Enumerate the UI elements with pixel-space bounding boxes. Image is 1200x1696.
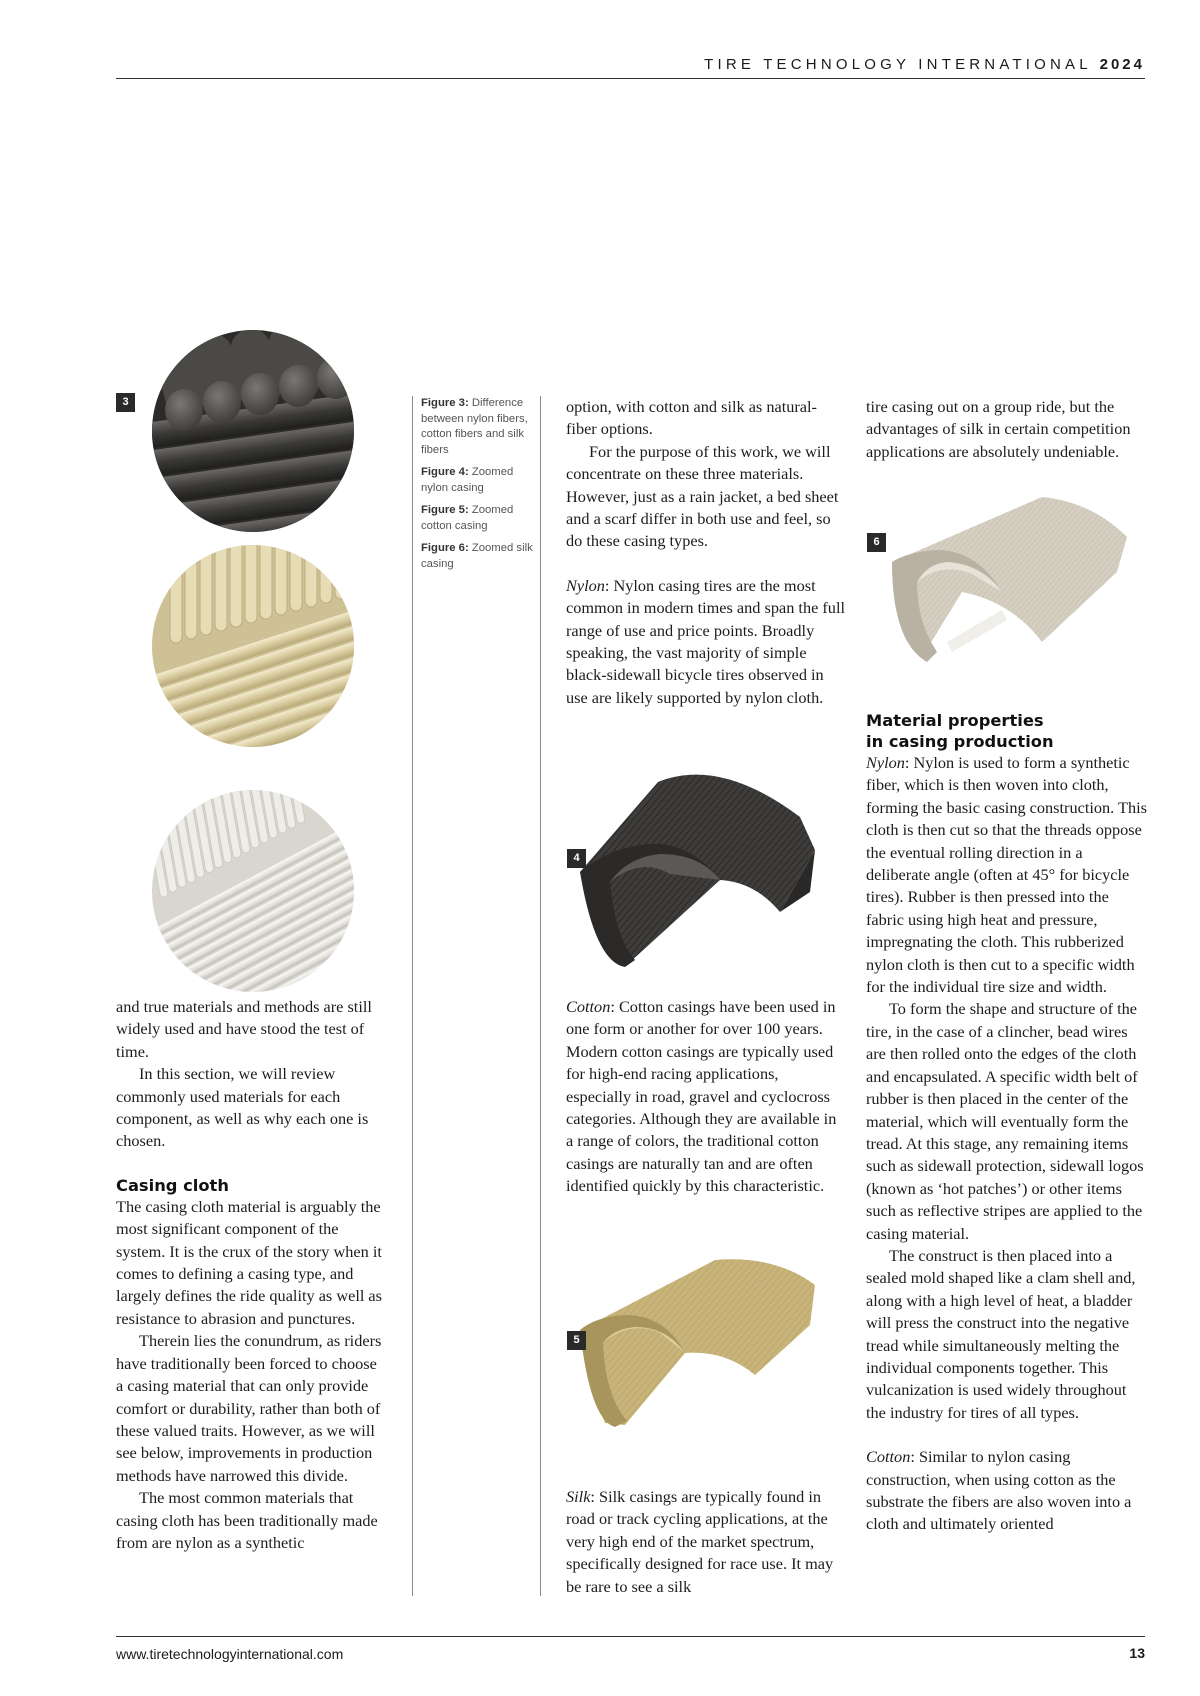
col1-paragraph-4: Therein lies the conundrum, as riders have traditionally been forced to choose a casing material that can only provide comfort or durability, rather than both of these valued traits. However, as we will see below, improvements in production methods have narrowed this divide. — [116, 1331, 382, 1485]
col2-nylon-paragraph: Nylon: Nylon casing tires are the most common in modern times and span the full range of use and price points. Broadly speaking, the vast majority of simple black-sidewall bicycle tires observed in use are likely supported by nylon cloth. — [566, 575, 845, 707]
heading-material-properties: Material properties in casing production — [866, 711, 1054, 751]
column-2-middle — [566, 996, 846, 1198]
column-1 — [116, 996, 388, 1554]
footer-rule — [116, 1636, 1145, 1637]
silk-casing-image — [882, 492, 1132, 667]
figure-4-number: 4 — [567, 849, 586, 868]
nylon-casing-image — [570, 762, 820, 970]
column-rule-1 — [412, 396, 413, 1596]
col2-cotton-paragraph: Cotton: Cotton casings have been used in one form or another for over 100 years. Modern cotton casings are typically used for high-end racing applications, especially in road, gravel and cyclocross categories. Although they are available in a range of colors, the traditional cotton casings are naturally tan and are often identified quickly by this characteristic. — [566, 997, 837, 1196]
col1-paragraph-2: In this section, we will review commonly used materials for each component, as well as why each one is chosen. — [116, 1064, 369, 1151]
cotton-fibers-image — [150, 543, 356, 749]
cotton-casing-image — [575, 1255, 825, 1430]
masthead-year: 2024 — [1099, 56, 1145, 73]
col2-paragraph-1: option, with cotton and silk as natural-fiber options. — [566, 397, 817, 439]
column-3-top — [866, 396, 1148, 463]
page-number: 13 — [1129, 1645, 1145, 1661]
caption-figure-3: Figure 3: Difference between nylon fibers, cotton fibers and silk fibers — [421, 397, 528, 456]
figure-3-number: 3 — [116, 393, 135, 412]
caption-figure-4: Figure 4: Zoomed nylon casing — [421, 466, 514, 494]
figure-6-number: 6 — [867, 533, 886, 552]
col3-paragraph-4: The construct is then placed into a sealed mold shaped like a clam shell and, along with a high level of heat, a bladder will press the construct into the negative tread while simultaneously melting the individual components together. This vulcanization is used widely throughout the industry for tires of all types. — [866, 1245, 1136, 1422]
header-rule — [116, 78, 1145, 79]
silk-fibers-image — [150, 788, 356, 994]
figure-captions — [421, 396, 536, 579]
masthead — [116, 56, 1145, 73]
col1-paragraph-1: and true materials and methods are still widely used and have stood the test of time. — [116, 997, 372, 1061]
col3-paragraph-3: To form the shape and structure of the tire, in the case of a clincher, bead wires are then rolled onto the edges of the cloth and encapsulated. A specific width belt of rubber is then placed in the center of the material, which will eventually form the tread. At this stage, any remaining items such as sidewall protection, sidewall logos (known as ‘hot patches’) or other items such as reflective stripes are applied to the casing material. — [866, 999, 1144, 1243]
col3-paragraph-1: tire casing out on a group ride, but the advantages of silk in certain competition applications are absolutely undeniable. — [866, 397, 1131, 461]
footer-website: www.tiretechnologyinternational.com — [116, 1646, 344, 1662]
caption-figure-6: Figure 6: Zoomed silk casing — [421, 542, 533, 570]
heading-casing-cloth: Casing cloth — [116, 1175, 229, 1195]
column-2-top — [566, 396, 846, 709]
masthead-title: TIRE TECHNOLOGY INTERNATIONAL — [704, 56, 1092, 73]
col2-silk-paragraph: Silk: Silk casings are typically found in road or track cycling applications, at the very high end of the market spectrum, specifically designed for race use. It may be rare to see a silk — [566, 1487, 834, 1596]
figure-5-number: 5 — [567, 1331, 586, 1350]
column-2-bottom — [566, 1486, 846, 1598]
col1-paragraph-3: The casing cloth material is arguably the most significant component of the system. It is the crux of the story when it comes to defining a casing type, and largely defines the ride quality as well as resistance to abrasion and punctures. — [116, 1196, 382, 1328]
caption-figure-5: Figure 5: Zoomed cotton casing — [421, 504, 514, 532]
column-3-body — [866, 710, 1148, 1536]
column-rule-2 — [540, 396, 541, 1596]
col3-nylon-paragraph: Nylon: Nylon is used to form a synthetic fiber, which is then woven into cloth, forming the basic casing construction. This cloth is then cut so that the threads oppose the eventual rolling direction in a deliberate angle (often at 45° for bicycle tires). Rubber is then pressed into the fabric using high heat and pressure, impregnating the cloth. This rubberized nylon cloth is then cut to a specific width for the individual tire size and width. — [866, 753, 1147, 997]
col3-cotton-paragraph: Cotton: Similar to nylon casing construction, when using cotton as the substrate the fibers are also woven into a cloth and ultimately oriented — [866, 1447, 1132, 1534]
col1-paragraph-5: The most common materials that casing cloth has been traditionally made from are nylon as a synthetic — [116, 1488, 378, 1552]
nylon-fibers-image — [150, 328, 356, 534]
col2-paragraph-2: For the purpose of this work, we will concentrate on these three materials. However, just as a rain jacket, a bed sheet and a scarf differ in both use and feel, so do these casing types. — [566, 441, 839, 551]
